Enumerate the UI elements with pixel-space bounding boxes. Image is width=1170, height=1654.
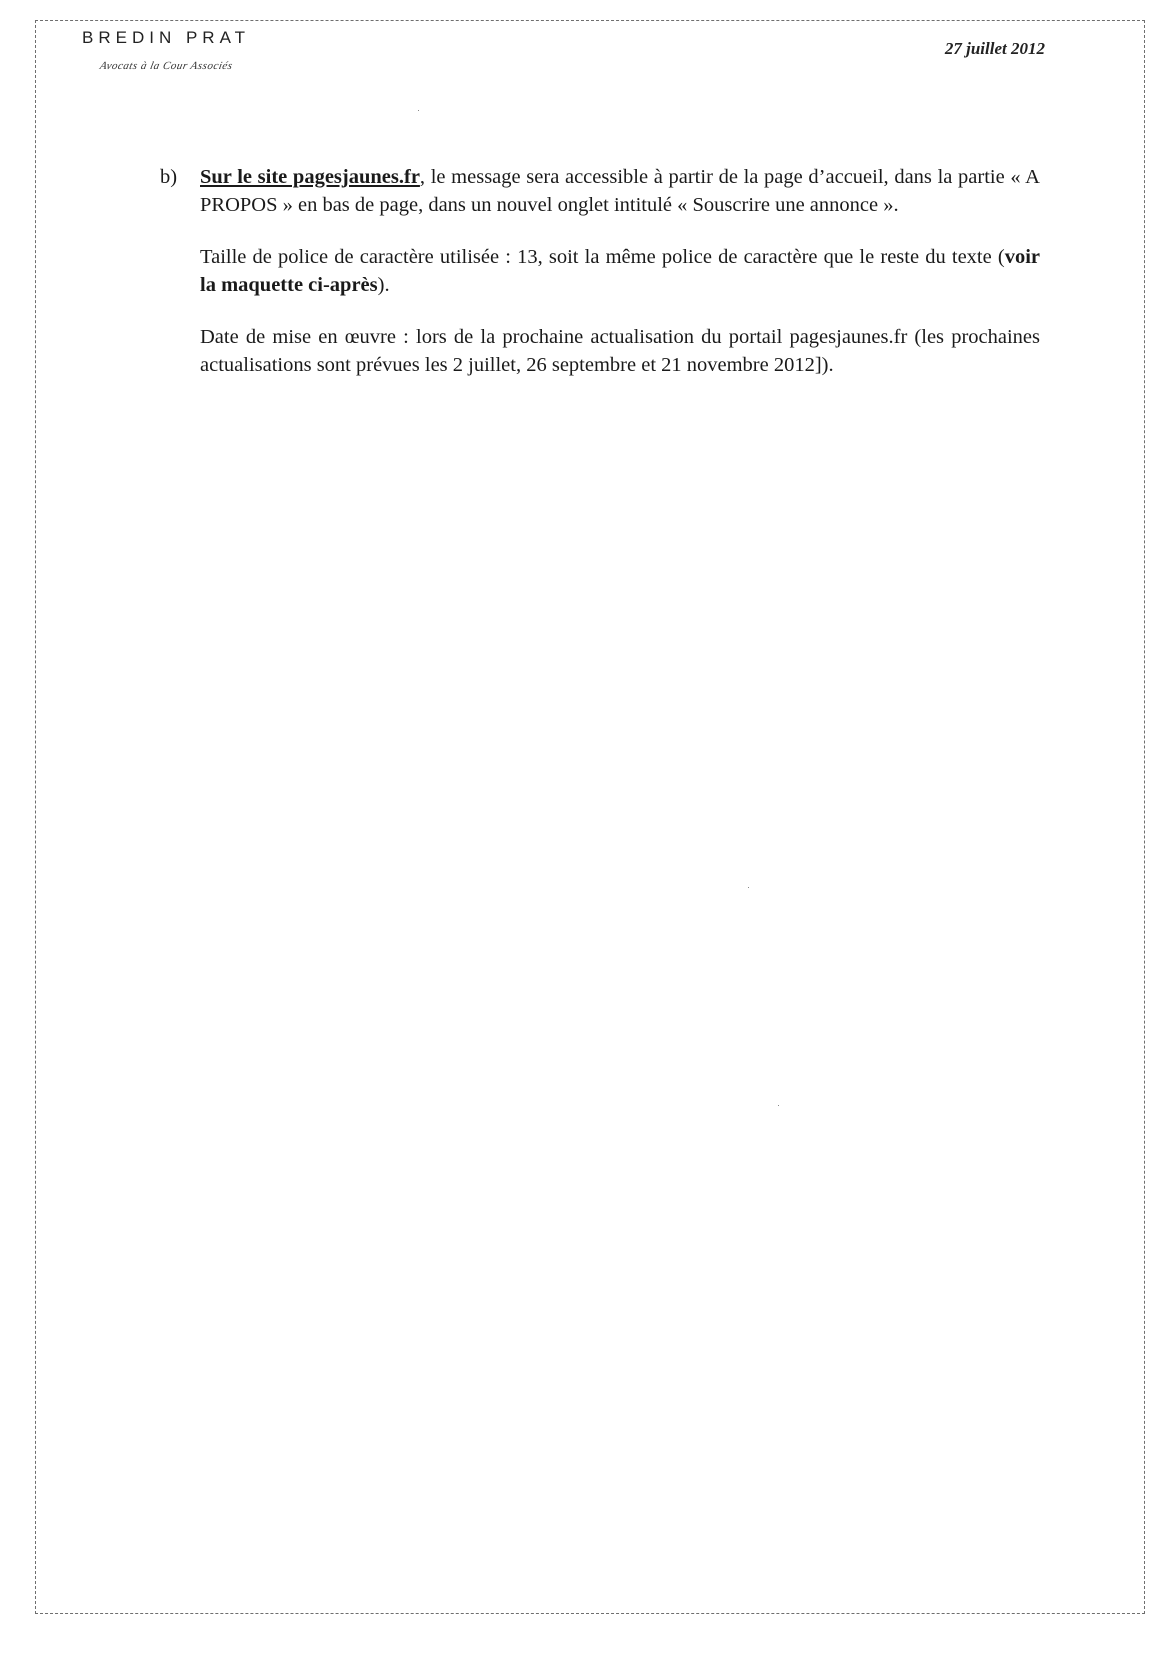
font-size-text-end: ). xyxy=(377,274,390,296)
implementation-date-paragraph xyxy=(160,323,1040,379)
site-reference-link: Sur le site pagesjaunes.fr xyxy=(200,166,420,188)
scan-speck xyxy=(778,1105,779,1106)
list-item-b xyxy=(160,163,1040,219)
implementation-date-text: Date de mise en œuvre : lors de la prochaine actualisation du portail pagesjaunes.fr (les prochaines actualisations sont prévues les 2 juillet, 26 septembre et 21 novembre 2012]). xyxy=(200,326,1040,376)
scan-speck xyxy=(418,110,419,111)
firm-name: BREDIN PRAT xyxy=(82,28,251,47)
document-body xyxy=(160,163,1040,379)
font-size-text: Taille de police de caractère utilisée : 13, soit la même police de caractère que le reste du texte ( xyxy=(200,246,1005,268)
scan-speck xyxy=(748,887,749,888)
item-b-text: , le message sera accessible à partir de la page d’accueil, dans la partie « A PROPOS » en bas de page, dans un nouvel onglet intitulé « Souscrire une annonce ». xyxy=(200,166,1040,216)
font-size-paragraph xyxy=(160,243,1040,299)
list-marker: b) xyxy=(160,166,178,188)
firm-tagline: Avocats à la Cour Associés xyxy=(98,60,234,72)
mockup-reference: voir la maquette ci-après xyxy=(200,246,1040,296)
document-date: 27 juillet 2012 xyxy=(944,39,1045,58)
